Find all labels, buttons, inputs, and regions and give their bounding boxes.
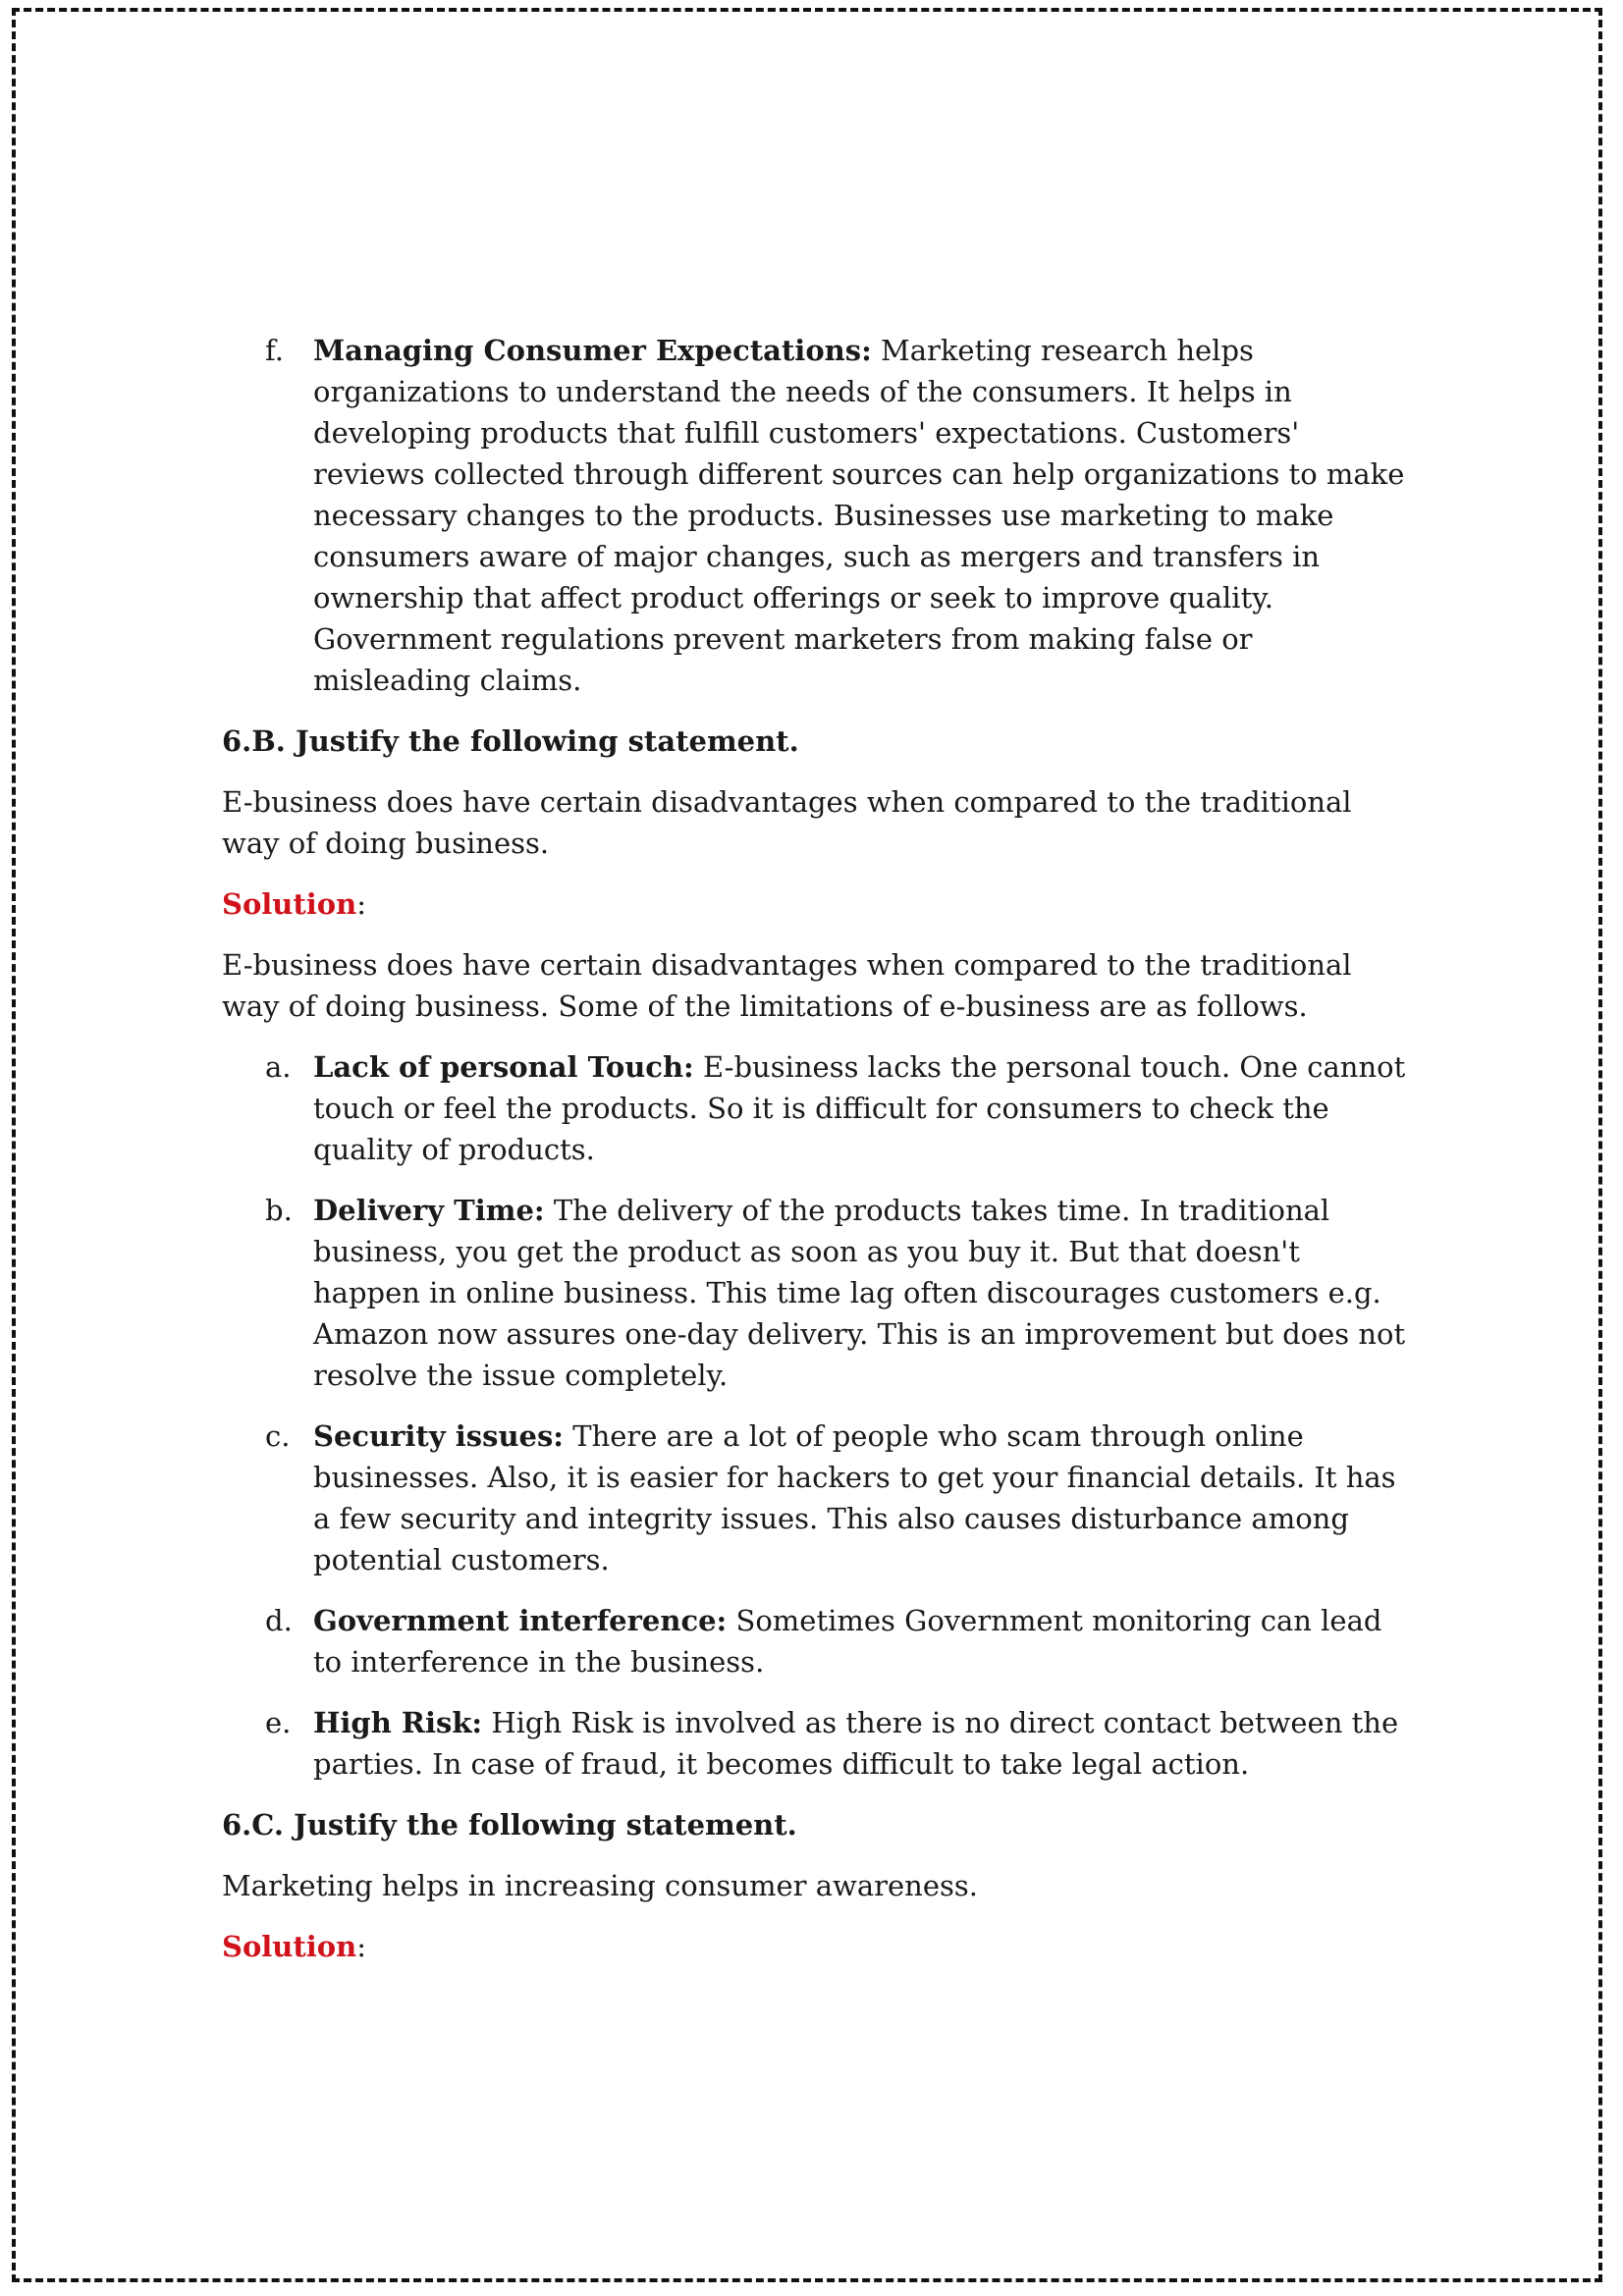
item-term: Lack of personal Touch: <box>313 1050 694 1084</box>
item-text: There are a lot of people who scam through online businesses. Also, it is easier for hackers to get your financial details. It has a few security and integrity issues. This also causes disturbance among potential customers. <box>313 1419 1396 1576</box>
list-item-e <box>222 1702 1410 1785</box>
list-item-f <box>222 330 1410 701</box>
question-heading-6b: 6.B. Justify the following statement. <box>222 724 799 758</box>
solution-label: Solution <box>222 1930 357 1963</box>
item-text: High Risk is involved as there is no direct contact between the parties. In case of fraud, it becomes difficult to take legal action. <box>313 1706 1399 1781</box>
item-text: Marketing research helps organizations to understand the needs of the consumers. It helps in developing products that fulfill customers' expectations. Customers' reviews collected through different sources can help organizations to make necessary changes to the products. Businesses use marketing to make consumers aware of major changes, such as mergers and transfers in ownership that affect product offerings or seek to improve quality. Government regulations prevent marketers from making false or misleading claims. <box>313 334 1405 697</box>
list-continued <box>222 330 1410 701</box>
item-text: The delivery of the products takes time. In traditional business, you get the product as soon as you buy it. But that doesn't happen in online business. This time lag often discourages customers e.g. Amazon now assures one-day delivery. This is an improvement but does not resolve the issue completely. <box>313 1194 1406 1392</box>
limitations-list <box>222 1046 1410 1785</box>
solution-colon: : <box>356 1930 367 1963</box>
item-term: Delivery Time: <box>313 1194 545 1227</box>
question-heading-6c: 6.C. Justify the following statement. <box>222 1808 797 1842</box>
question-statement-6b: E-business does have certain disadvantages when compared to the traditional way of doing business. <box>222 785 1352 860</box>
list-marker: f. <box>265 334 284 367</box>
list-marker: c. <box>265 1419 291 1453</box>
solution-label: Solution <box>222 887 357 921</box>
item-term: High Risk: <box>313 1706 483 1739</box>
item-text: E-business lacks the personal touch. One cannot touch or feel the products. So it is difficult for consumers to check the quality of products. <box>313 1050 1406 1166</box>
list-marker: a. <box>265 1050 292 1084</box>
list-marker: d. <box>265 1604 293 1637</box>
solution-colon: : <box>356 887 367 921</box>
item-term: Government interference: <box>313 1604 728 1637</box>
list-item-c <box>222 1415 1410 1580</box>
item-term: Security issues: <box>313 1419 565 1453</box>
question-statement-6c: Marketing helps in increasing consumer awareness. <box>222 1869 978 1902</box>
item-text: Sometimes Government monitoring can lead to interference in the business. <box>313 1604 1382 1679</box>
list-item-d <box>222 1600 1410 1682</box>
list-item-a <box>222 1046 1410 1170</box>
solution-heading-6b <box>222 883 1410 925</box>
solution-intro-6b: E-business does have certain disadvantages when compared to the traditional way of doing business. Some of the limitations of e-business are as follows. <box>222 948 1352 1023</box>
list-marker: b. <box>265 1194 293 1227</box>
solution-heading-6c <box>222 1926 1410 1967</box>
list-marker: e. <box>265 1706 292 1739</box>
list-item-b <box>222 1190 1410 1396</box>
item-term: Managing Consumer Expectations: <box>313 334 872 367</box>
document-content <box>222 330 1410 1987</box>
